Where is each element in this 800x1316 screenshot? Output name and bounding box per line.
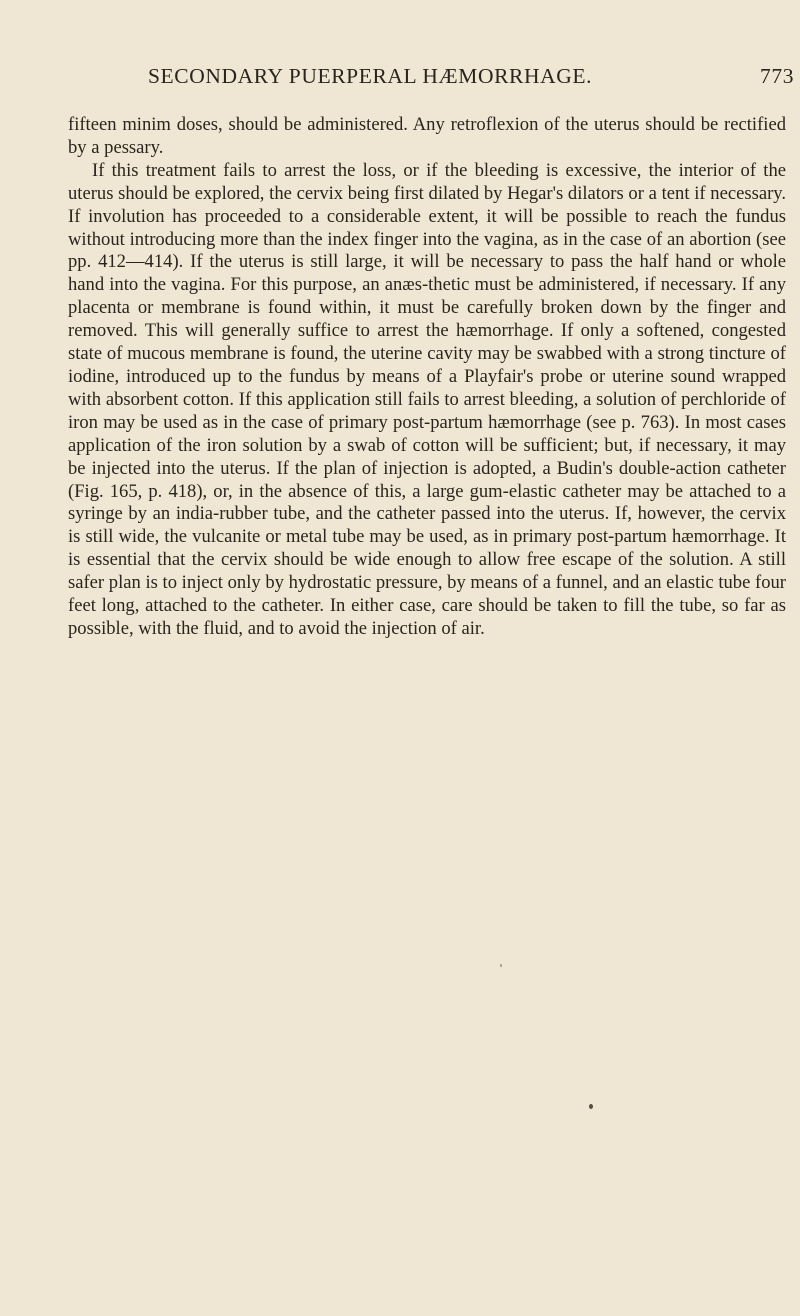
paragraph: If this treatment fails to arrest the loss, or if the bleeding is excessive, the interior of the uterus should be explored, the cervix being first dilated by Hegar's dilators or a tent if necessary. If involution has proceeded to a considerable extent, it will be possible to reach the fundus without introducing more than the index finger into the vagina, as in the case of an abortion (see pp. 412—414). If the uterus is still large, it will be necessary to pass the half hand or whole hand into the vagina. For this purpose, an anæs-thetic must be administered, if necessary. If any placenta or membrane is found within, it must be carefully broken down by the finger and removed. This will generally suffice to arrest the hæmorrhage. If only a softened, congested state of mucous membrane is found, the uterine cavity may be swabbed with a strong tincture of iodine, introduced up to the fundus by means of a Playfair's probe or uterine sound wrapped with absorbent cotton. If this application still fails to arrest bleeding, a solution of perchloride of iron may be used as in the case of primary post-partum hæmorrhage (see p. 763). In most cases application of the iron solution by a swab of cotton will be sufficient; but, if necessary, it may be injected into the uterus. If the plan of injection is adopted, a Budin's double-action catheter (Fig. 165, p. 418), or, in the absence of this, a large gum-elastic catheter may be attached to a syringe by an india-rubber tube, and the catheter passed into the uterus. If, however, the cervix is still wide, the vulcanite or metal tube may be used, as in primary post-partum hæmorrhage. It is essential that the cervix should be wide enough to allow free escape of the solution. A still safer plan is to inject only by hydrostatic pressure, by means of a funnel, and an elastic tube four feet long, attached to the catheter. In either case, care should be taken to fill the tube, so far as possible, with the fluid, and to avoid the injection of air. — [68, 159, 786, 639]
print-speck — [589, 1104, 593, 1109]
page-number: 773 — [760, 64, 795, 88]
paragraph-continued: fifteen minim doses, should be administered. Any retroflexion of the uterus should be rectified by a pessary. — [68, 114, 786, 158]
running-head — [148, 64, 795, 94]
print-speck — [500, 964, 502, 967]
chapter-title: SECONDARY PUERPERAL HÆMORRHAGE. — [148, 64, 593, 88]
body-text — [68, 114, 786, 641]
